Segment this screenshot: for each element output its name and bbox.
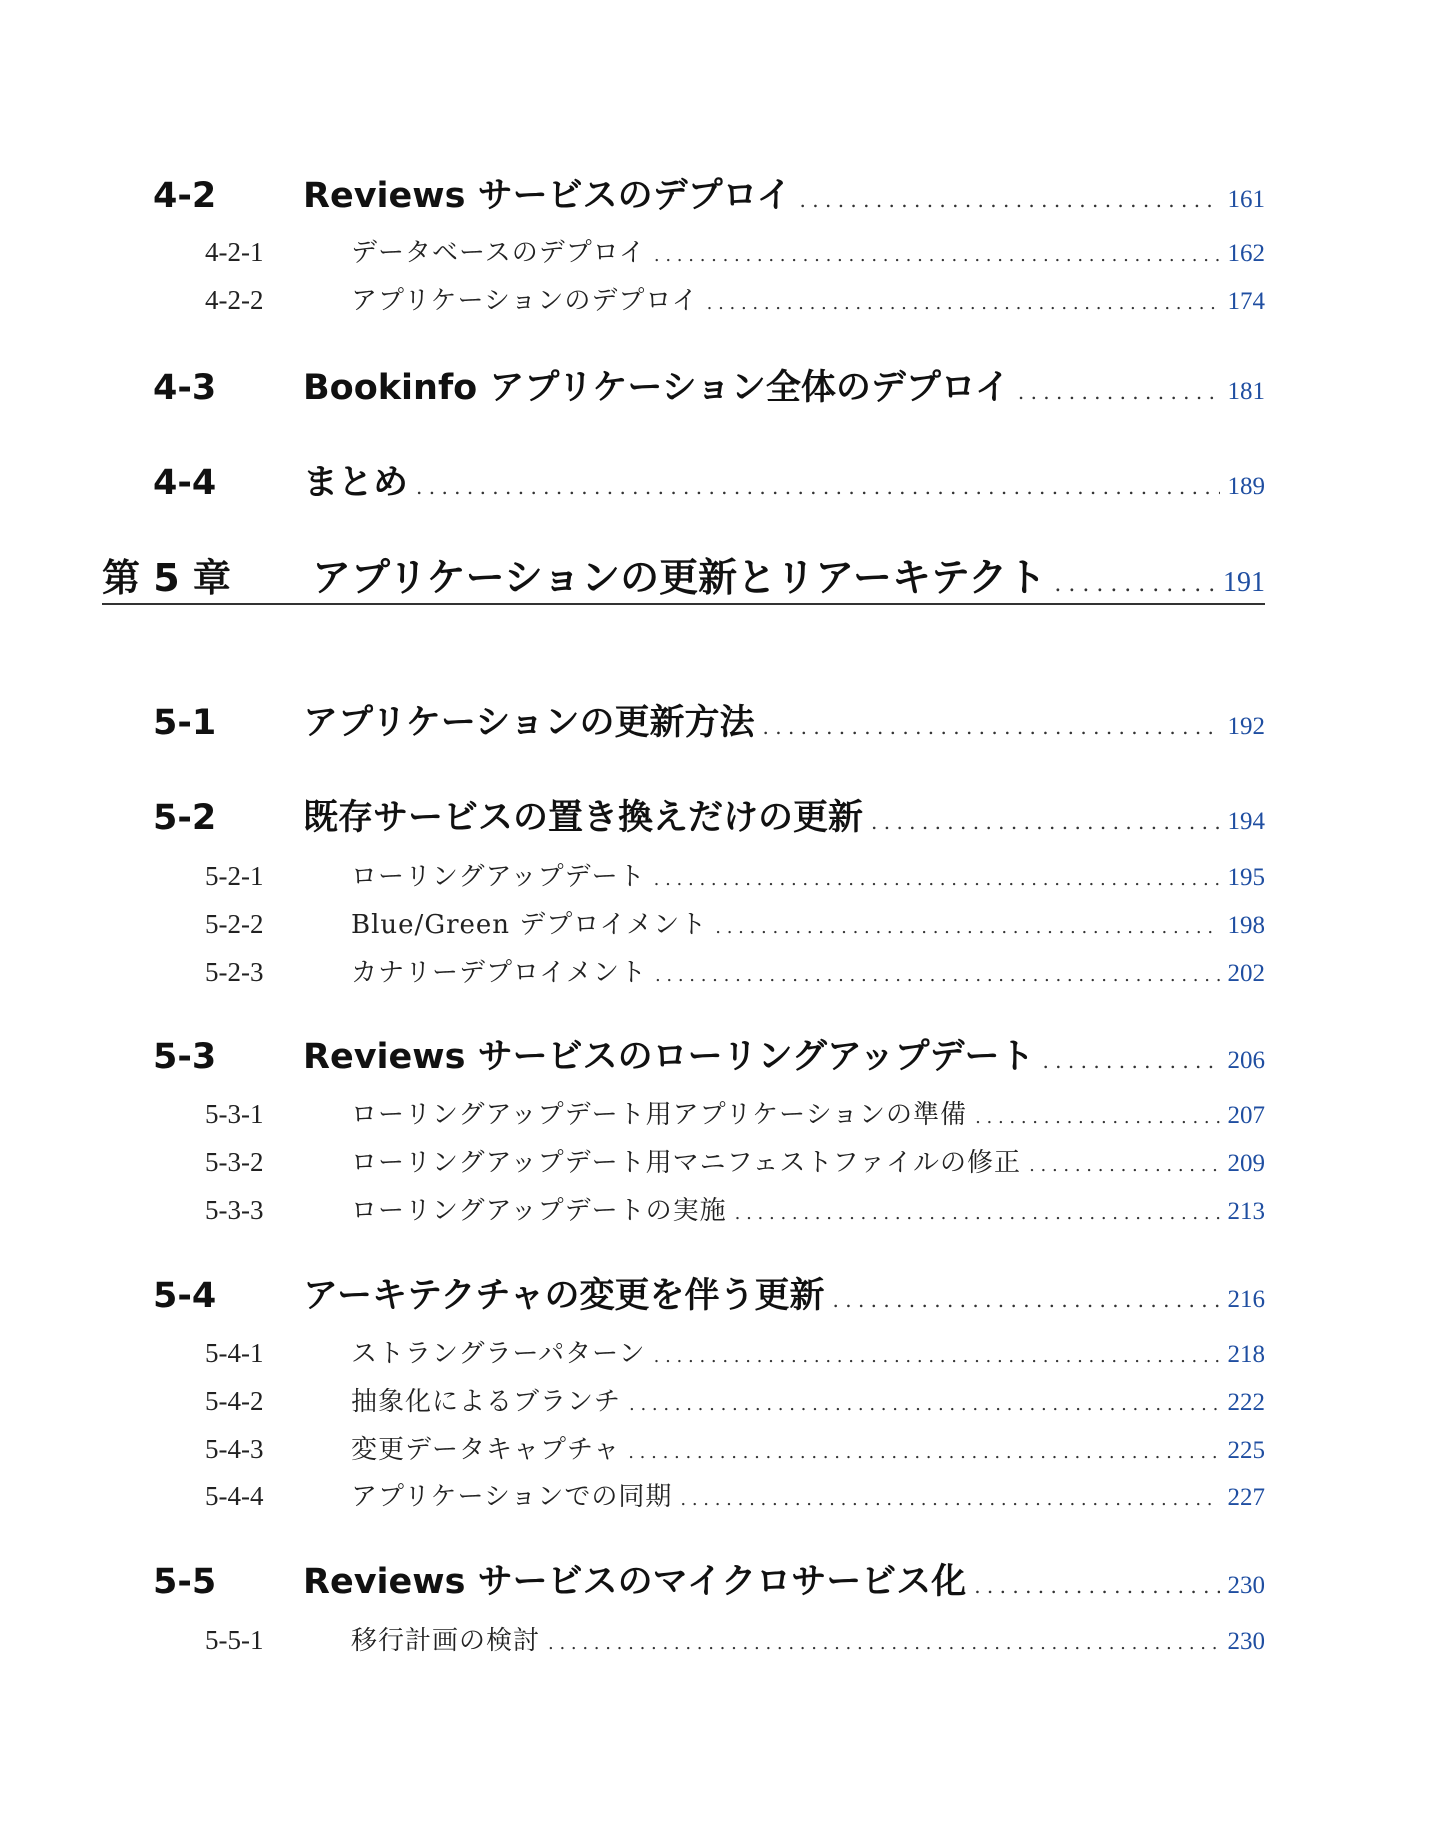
toc-entry-page: 189	[1227, 473, 1265, 500]
dot-leader	[974, 1574, 1219, 1598]
dot-leader	[654, 869, 1220, 890]
toc-entry-title: Bookinfo アプリケーション全体のデプロイ	[303, 368, 1010, 408]
toc-entry-number: 5-2-1	[205, 861, 264, 891]
toc-entry[interactable]	[205, 952, 1265, 992]
toc-entry-page: 213	[1227, 1198, 1265, 1225]
dot-leader	[548, 1633, 1219, 1654]
toc-entry-number: 5-4-3	[205, 1434, 264, 1464]
toc-entry-number: 5-4-4	[205, 1481, 264, 1511]
toc-entry-title: アーキテクチャの変更を伴う更新	[303, 1276, 825, 1316]
dot-leader	[871, 810, 1219, 834]
toc-entry[interactable]	[153, 455, 1265, 505]
toc-entry-page: 162	[1227, 240, 1265, 267]
toc-entry-title: 既存サービスの置き換えだけの更新	[303, 798, 864, 838]
toc-entry-number: 5-4-1	[205, 1338, 264, 1368]
toc-entry-page: 222	[1227, 1389, 1265, 1416]
toc-entry-title: ストラングラーパターン	[351, 1339, 646, 1369]
toc-entry-number: 4-2-2	[205, 285, 264, 315]
toc-entry-number: 5-5-1	[205, 1625, 264, 1655]
toc-entry-page: 202	[1227, 960, 1265, 987]
toc-entry[interactable]	[153, 360, 1265, 410]
toc-entry-title: Reviews サービスのデプロイ	[303, 176, 792, 216]
dot-leader	[655, 965, 1220, 986]
toc-entry-number: 5-3	[153, 1037, 217, 1077]
toc-entry-number: 5-5	[153, 1562, 217, 1602]
toc-entry[interactable]	[205, 1190, 1265, 1230]
toc-entry-page: 195	[1227, 864, 1265, 891]
toc-entry-title: アプリケーションでの同期	[351, 1482, 673, 1512]
toc-entry-title: ローリングアップデート	[351, 862, 646, 892]
toc-entry[interactable]	[153, 168, 1265, 218]
dot-leader	[416, 475, 1219, 499]
dot-leader	[1029, 1155, 1219, 1176]
toc-entry-title: Reviews サービスのマイクロサービス化	[303, 1562, 967, 1602]
dot-leader	[800, 188, 1220, 212]
toc-entry-title: ローリングアップデート用アプリケーションの準備	[351, 1100, 968, 1130]
toc-entry-title: Blue/Green デプロイメント	[351, 910, 708, 940]
toc-entry-page: 192	[1227, 713, 1265, 740]
dot-leader	[833, 1288, 1220, 1312]
toc-entry-page: 216	[1227, 1286, 1265, 1313]
toc-entry-number: 4-3	[153, 368, 217, 408]
toc-entry-title: 抽象化によるブランチ	[351, 1387, 622, 1417]
dot-leader	[1018, 380, 1220, 404]
toc-entry[interactable]	[153, 1554, 1265, 1604]
toc-entry-title: カナリーデプロイメント	[351, 958, 647, 988]
toc-entry-page: 161	[1227, 186, 1265, 213]
toc-entry[interactable]	[153, 790, 1265, 840]
toc-entry-page: 207	[1227, 1102, 1265, 1129]
toc-entry-number: 5-4	[153, 1276, 217, 1316]
toc-entry-title: アプリケーションのデプロイ	[351, 286, 699, 316]
toc-entry-title: 移行計画の検討	[351, 1626, 541, 1656]
dot-leader	[629, 1394, 1219, 1415]
dot-leader	[654, 245, 1220, 266]
toc-entry-page: 209	[1227, 1150, 1265, 1177]
toc-entry[interactable]	[153, 1268, 1265, 1318]
toc-entry-page: 218	[1227, 1341, 1265, 1368]
toc-entry-page: 181	[1227, 378, 1265, 405]
toc-entry-page: 198	[1227, 912, 1265, 939]
dot-leader	[1054, 572, 1215, 597]
toc-entry-number: 5-2	[153, 798, 217, 838]
toc-entry-page: 225	[1227, 1437, 1265, 1464]
toc-entry-number: 5-1	[153, 703, 217, 743]
toc-entry-page: 206	[1227, 1047, 1265, 1074]
toc-entry[interactable]	[205, 1381, 1265, 1421]
toc-entry-title: Reviews サービスのローリングアップデート	[303, 1037, 1035, 1077]
dot-leader	[975, 1107, 1219, 1128]
dot-leader	[763, 715, 1220, 739]
toc-entry-page: 230	[1227, 1628, 1265, 1655]
toc-entry-title: まとめ	[303, 463, 409, 503]
toc-entry[interactable]	[205, 1429, 1265, 1469]
toc-entry-title: ローリングアップデート用マニフェストファイルの修正	[351, 1148, 1022, 1178]
dot-leader	[680, 1489, 1219, 1510]
toc-entry-title: データベースのデプロイ	[351, 238, 646, 268]
toc-entry-number: 4-2	[153, 176, 217, 216]
toc-entry[interactable]	[205, 1333, 1265, 1373]
toc-entry[interactable]	[205, 1094, 1265, 1134]
toc-entry[interactable]	[205, 280, 1265, 320]
toc-entry-number: 4-4	[153, 463, 217, 503]
toc-entry[interactable]	[205, 232, 1265, 272]
dot-leader	[707, 293, 1220, 314]
dot-leader	[715, 917, 1219, 938]
toc-entry-page: 174	[1227, 288, 1265, 315]
toc-entry-number: 5-3-3	[205, 1195, 264, 1225]
toc-entry[interactable]	[205, 856, 1265, 896]
toc-entry[interactable]	[153, 1029, 1265, 1079]
toc-entry-number: 5-2-3	[205, 957, 264, 987]
dot-leader	[654, 1346, 1220, 1367]
toc-entry-number: 5-3-2	[205, 1147, 264, 1177]
dot-leader	[735, 1203, 1220, 1224]
toc-entry-number: 4-2-1	[205, 237, 264, 267]
chapter-title: アプリケーションの更新とリアーキテクト	[312, 556, 1047, 601]
toc-entry-number: 5-2-2	[205, 909, 264, 939]
toc-entry-page: 230	[1227, 1572, 1265, 1599]
toc-entry-title: ローリングアップデートの実施	[351, 1196, 727, 1226]
toc-entry-title: 変更データキャプチャ	[351, 1435, 621, 1465]
toc-entry[interactable]	[205, 1476, 1265, 1516]
dot-leader	[1042, 1049, 1219, 1073]
toc-entry[interactable]	[205, 904, 1265, 944]
toc-entry[interactable]	[153, 695, 1265, 745]
toc-entry[interactable]	[205, 1620, 1265, 1660]
chapter-number: 第 5 章	[102, 556, 231, 600]
toc-entry[interactable]	[205, 1142, 1265, 1182]
toc-entry-title: アプリケーションの更新方法	[303, 703, 755, 743]
dot-leader	[628, 1442, 1219, 1463]
chapter-page: 191	[1223, 567, 1265, 598]
toc-entry-number: 5-3-1	[205, 1099, 264, 1129]
toc-entry-page: 194	[1227, 808, 1265, 835]
toc-chapter-entry[interactable]	[102, 547, 1265, 605]
toc-entry-page: 227	[1227, 1484, 1265, 1511]
toc-entry-number: 5-4-2	[205, 1386, 264, 1416]
